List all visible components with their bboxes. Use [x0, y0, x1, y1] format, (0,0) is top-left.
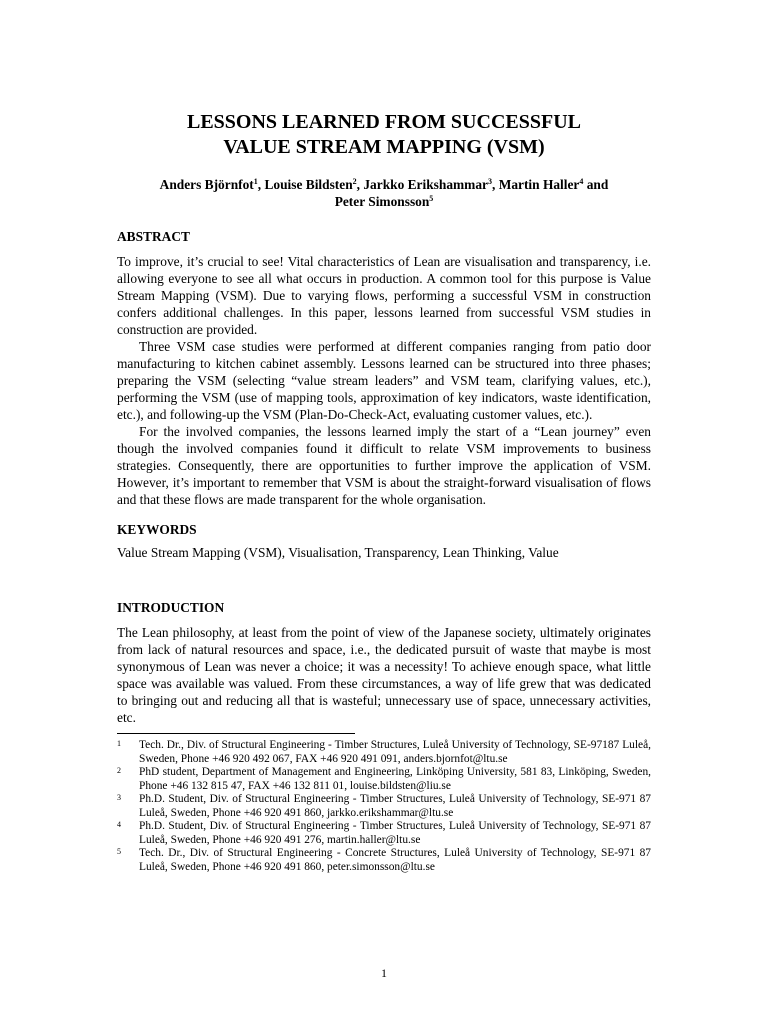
keywords-text: Value Stream Mapping (VSM), Visualisation, Transparency, Lean Thinking, Value [117, 545, 559, 560]
footnote-number: 4 [117, 820, 121, 829]
introduction-paragraph: The Lean philosophy, at least from the point of view of the Japanese society, ultimately originates from lack of natural resources and space, i.e., the dedicated pursuit of waste that maybe is most synonymous of Lean was never a choice; it was a necessity! To achieve enough space, what little space was available was valued. From these circumstances, a way of life grew that was dedicated to bringing out and reducing all that is wasteful; unnecessary use of space, unnecessary activities, etc. [117, 625, 651, 725]
footnote-text: Tech. Dr., Div. of Structural Engineering - Timber Structures, Luleå University of Technology, SE-97187 Luleå, Sweden, Phone +46 920 492 067, FAX +46 920 491 091, anders.bjornfot@ltu.se [139, 739, 651, 765]
page-number: 1 [381, 966, 387, 980]
footnote [117, 739, 651, 766]
paper-title [117, 110, 651, 160]
author-ref: 4 [579, 177, 584, 186]
footnote-text: PhD student, Department of Management and Engineering, Linköping University, 581 83, Linköping, Sweden, Phone +46 132 815 47, FAX +46 132 811 01, louise.bildsten@liu.se [139, 766, 651, 792]
author-name: Anders Björnfot [159, 177, 254, 192]
title-line-2: VALUE STREAM MAPPING (VSM) [223, 136, 545, 158]
author-separator: and [583, 177, 609, 192]
abstract-heading: ABSTRACT [117, 229, 190, 244]
author-separator: , [356, 177, 364, 192]
author-ref: 2 [352, 177, 357, 186]
footnote-text: Tech. Dr., Div. of Structural Engineering - Concrete Structures, Luleå University of Technology, SE-971 87 Luleå, Sweden, Phone +46 920 491 860, peter.simonsson@ltu.se [139, 847, 651, 873]
author-separator: , [257, 177, 265, 192]
footnote-divider [117, 733, 355, 734]
footnote-number: 2 [117, 766, 121, 775]
author-ref: 3 [487, 177, 492, 186]
title-line-1: LESSONS LEARNED FROM SUCCESSFUL [187, 111, 581, 133]
paper-page [117, 110, 651, 874]
abstract-paragraph: To improve, it’s crucial to see! Vital characteristics of Lean are visualisation and transparency, i.e. allowing everyone to see all what occurs in production. A common tool for this purpose is Value Stream Mapping (VSM). Due to varying flows, performing a successful VSM in construction confers additional challenges. In this paper, lessons learned from successful VSM studies in construction are provided. [117, 254, 651, 337]
introduction-heading: INTRODUCTION [117, 600, 225, 615]
author-name: Jarkko Erikshammar [363, 177, 488, 192]
footnote [117, 820, 651, 847]
author-name: Peter Simonsson [334, 193, 430, 209]
author-separator: , [491, 177, 499, 192]
author-ref: 5 [429, 193, 434, 203]
footnote-number: 5 [117, 847, 121, 856]
author-name: Louise Bildsten [264, 177, 353, 192]
footnote-text: Ph.D. Student, Div. of Structural Engineering - Timber Structures, Luleå University of Technology, SE-971 87 Luleå, Sweden, Phone +46 920 491 276, martin.haller@ltu.se [139, 820, 651, 846]
footnote-text: Ph.D. Student, Div. of Structural Engineering - Timber Structures, Luleå University of Technology, SE-971 87 Luleå, Sweden, Phone +46 920 491 860, jarkko.erikshammar@ltu.se [139, 793, 651, 819]
footnotes [117, 739, 651, 874]
abstract-paragraph: Three VSM case studies were performed at different companies ranging from patio door manufacturing to kitchen cabinet assembly. Lessons learned can be structured into three phases; preparing the VSM (selecting “value stream leaders” and VSM team, clarifying values, etc.), performing the VSM (use of mapping tools, approximation of key indicators, waste identification, etc.), and following-up the VSM (Plan-Do-Check-Act, evaluating customer values, etc.). [117, 339, 651, 422]
footnote-number: 1 [117, 739, 121, 748]
keywords-heading: KEYWORDS [117, 522, 197, 537]
author-name: Martin Haller [498, 177, 580, 192]
abstract-paragraph: For the involved companies, the lessons learned imply the start of a “Lean journey” even though the involved companies found it difficult to relate VSM improvements to business strategies. Consequently, there are opportunities to further improve the application of VSM. However, it’s important to remember that VSM is about the straight-forward visualisation of flows and that these flows are made transparent for the whole organisation. [117, 424, 651, 507]
footnote [117, 766, 651, 793]
footnote [117, 793, 651, 820]
author-list [117, 177, 651, 210]
abstract-body [117, 253, 651, 508]
footnote-number: 3 [117, 793, 121, 802]
footnote [117, 847, 651, 874]
author-ref: 1 [253, 177, 258, 186]
